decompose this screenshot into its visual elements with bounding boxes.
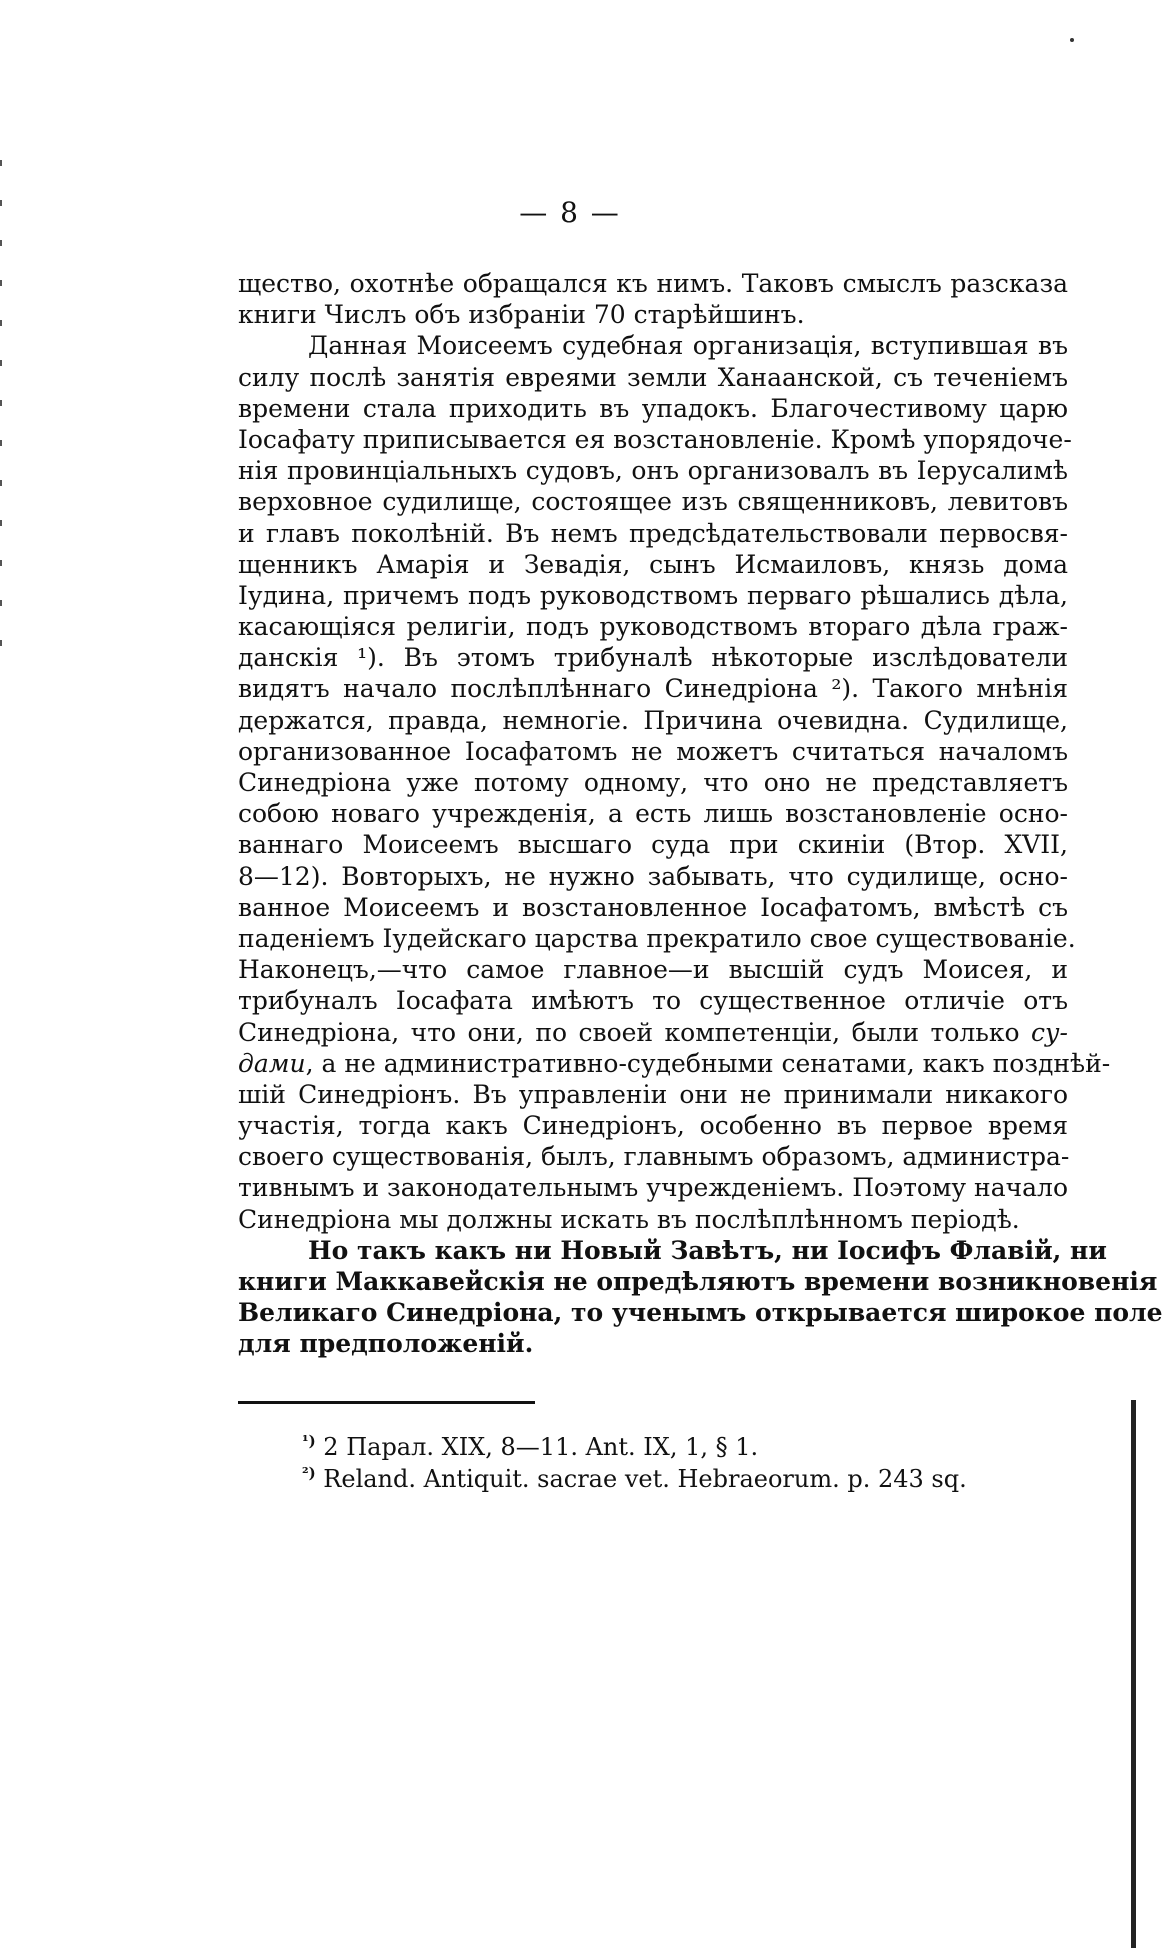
paragraph-start-line: Но такъ какъ ни Новый Завѣтъ, ни Іосифъ Флавій, ни xyxy=(308,1235,1107,1265)
text-line: трибуналъ Іосафата имѣютъ то существенное отличіе отъ xyxy=(238,986,1068,1016)
scan-edge-left xyxy=(0,160,2,680)
text-line: Іосафату приписывается ея возстановленіе. Кромѣ упорядоче- xyxy=(238,424,1072,454)
text-line: паденіемъ Іудейскаго царства прекратило свое существованіе. xyxy=(238,923,1076,953)
text-line: Іудина, причемъ подъ руководствомъ перваго рѣшались дѣла, xyxy=(238,580,1068,610)
text-line: книги Числъ объ избраніи 70 старѣйшинъ. xyxy=(238,300,805,330)
text-line: верховное судилище, состоящее изъ священниковъ, левитовъ xyxy=(238,487,1068,517)
text-line-with-italic xyxy=(238,1048,1111,1079)
text-line: Наконецъ,—что самое главное—и высшій судъ Моисея, и xyxy=(238,955,1068,985)
italic-word: дами xyxy=(238,1048,306,1078)
text-line: ваннаго Моисеемъ высшаго суда при скиніи (Втор. XVII, xyxy=(238,830,1068,860)
scan-edge-right xyxy=(1131,1400,1136,1948)
text-line: тивнымъ и законодательнымъ учрежденіемъ. Поэтому начало xyxy=(238,1173,1068,1203)
footnotes xyxy=(302,1425,1062,1493)
text-line: Великаго Синедріона, то ученымъ открывается широкое поле xyxy=(238,1298,1163,1328)
text-line: времени стала приходить въ упадокъ. Благочестивому царю xyxy=(238,393,1068,423)
text-line: и главъ поколѣній. Въ немъ предсѣдательствовали первосвя- xyxy=(238,518,1068,548)
text-line: шій Синедріонъ. Въ управленіи они не принимали никакого xyxy=(238,1079,1068,1109)
text-line: щество, охотнѣе обращался къ нимъ. Таковъ смыслъ разсказа xyxy=(238,269,1068,298)
text-line: книги Маккавейскія не опредѣляютъ времени возникновенія xyxy=(238,1267,1158,1296)
text-line-with-italic xyxy=(238,1017,1068,1048)
text-line: собою новаго учрежденія, а есть лишь возстановленіе осно- xyxy=(238,799,1068,829)
text-line: держатся, правда, немногіе. Причина очевидна. Судилище, xyxy=(238,705,1068,735)
body-text xyxy=(238,268,1163,1360)
footnote-1 xyxy=(302,1425,1062,1461)
text-line: нія провинціальныхъ судовъ, онъ организовалъ въ Іерусалимѣ xyxy=(238,456,1068,486)
page-number: — 8 — xyxy=(519,196,621,229)
text-line: данскія ¹). Въ этомъ трибуналѣ нѣкоторые изслѣдователи xyxy=(238,643,1068,673)
footnote-text: Reland. Antiquit. sacrae vet. Hebraeorum. p. 243 sq. xyxy=(315,1465,967,1493)
italic-word: су- xyxy=(1031,1017,1068,1047)
text-line: ванное Моисеемъ и возстановленное Іосафатомъ, вмѣстѣ съ xyxy=(238,892,1068,922)
text-line: касающіяся религіи, подъ руководствомъ втораго дѣла граж- xyxy=(238,612,1068,642)
scan-dot xyxy=(1070,38,1074,42)
text-line: силу послѣ занятія евреями земли Ханаанской, съ теченіемъ xyxy=(238,362,1068,392)
text-fragment: Синедріона, что они, по своей компетенціи, были только xyxy=(238,1017,1032,1047)
footnote-mark: ¹) xyxy=(302,1432,316,1450)
text-line: видятъ начало послѣплѣннаго Синедріона ²). Такого мнѣнія xyxy=(238,674,1068,704)
text-line: 8—12). Вовторыхъ, не нужно забывать, что судилище, осно- xyxy=(238,861,1068,891)
text-line: Синедріона уже потому одному, что оно не представляетъ xyxy=(238,768,1068,797)
text-fragment: , а не административно-судебными сенатами, какъ позднѣй- xyxy=(305,1048,1111,1078)
text-line: Синедріона мы должны искать въ послѣплѣнномъ періодѣ. xyxy=(238,1204,1020,1234)
text-line: своего существованія, былъ, главнымъ образомъ, администра- xyxy=(238,1142,1070,1172)
text-line: организованное Іосафатомъ не можетъ считаться началомъ xyxy=(238,736,1068,766)
paragraph-start-line: Данная Моисеемъ судебная организація, вступившая въ xyxy=(308,331,1068,361)
footnote-2 xyxy=(302,1457,1062,1493)
text-line: для предположеній. xyxy=(238,1329,534,1359)
footnote-divider xyxy=(238,1401,535,1404)
text-line: щенникъ Амарія и Зевадія, сынъ Исмаиловъ, князь дома xyxy=(238,549,1068,579)
footnote-text: 2 Парал. XIX, 8—11. Ant. IX, 1, § 1. xyxy=(315,1433,759,1461)
text-line: участія, тогда какъ Синедріонъ, особенно въ первое время xyxy=(238,1111,1068,1141)
footnote-mark: ²) xyxy=(302,1464,316,1482)
